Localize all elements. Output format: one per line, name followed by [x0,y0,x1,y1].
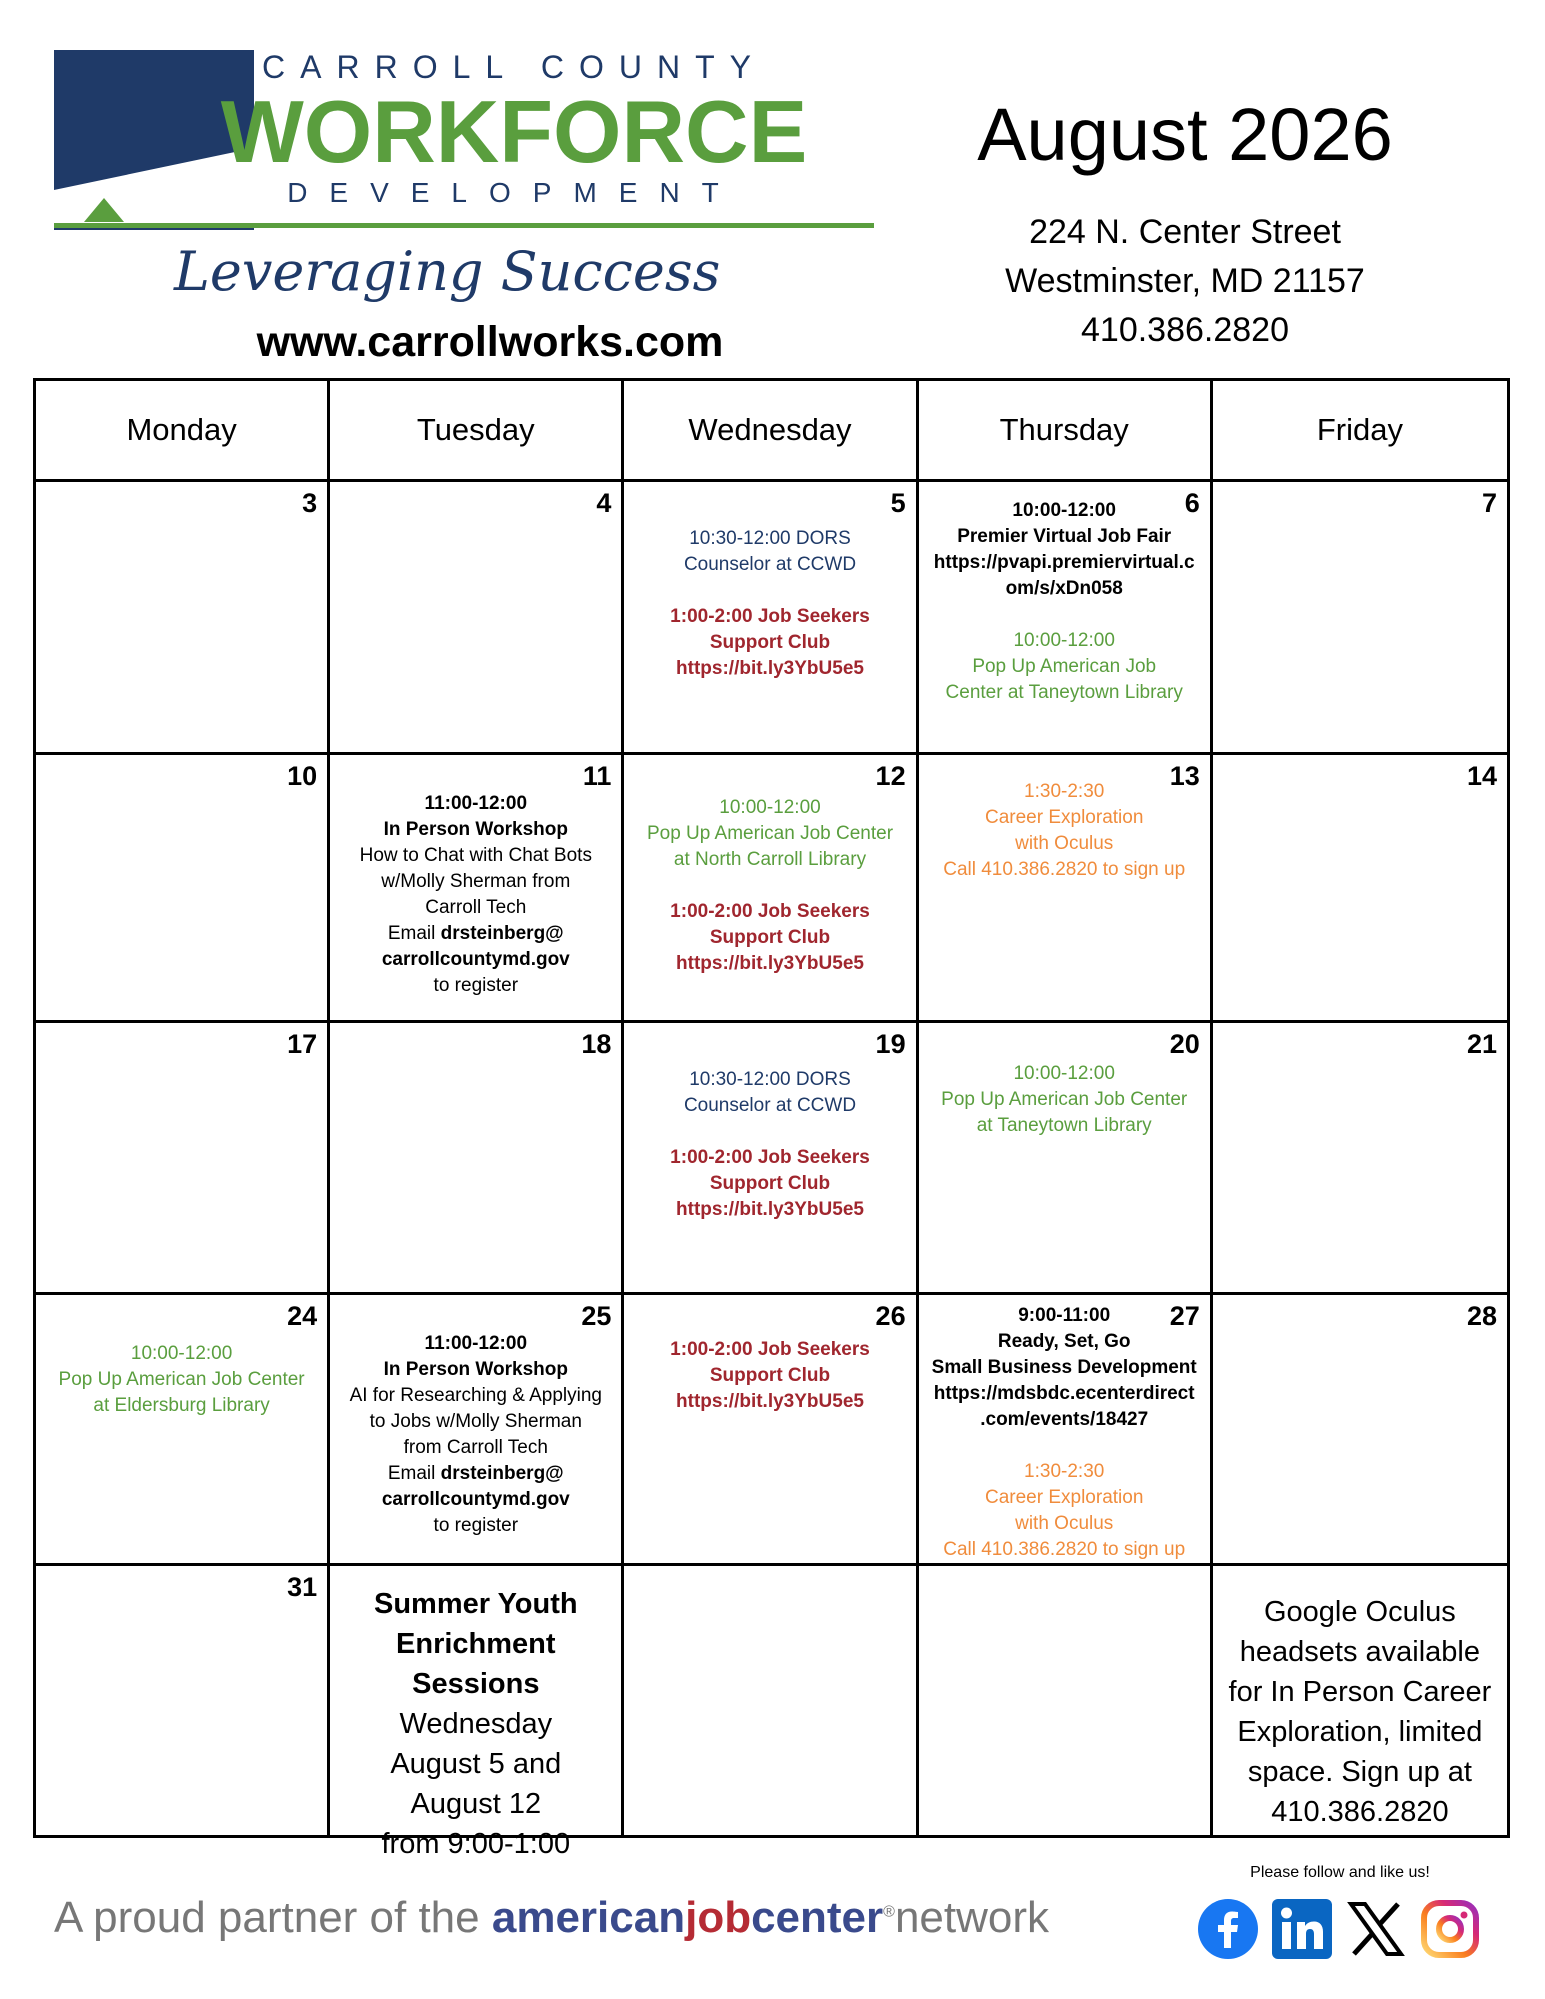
note-line: August 12 [410,1788,542,1820]
note-text [1213,1592,1507,1832]
event-text: Support Club [709,632,831,653]
event-link[interactable]: https://pvapi.premiervirtual.c [933,552,1195,573]
day-number: 20 [1169,1029,1200,1059]
event-text: 10:00-12:00 [130,1343,233,1364]
event-text: 10:00-12:00 [1012,500,1116,521]
event-list [624,795,915,977]
note-line: headsets available [1239,1636,1481,1668]
calendar-day-10 [36,755,330,1023]
logo-tagline: Leveraging Success [174,240,721,303]
event-text: Counselor at CCWD [683,1095,857,1116]
event-list [919,779,1210,883]
note-line: Wednesday [399,1708,553,1740]
email-link[interactable]: drsteinberg@ [440,1463,564,1484]
day-header-tuesday: Tuesday [330,381,624,482]
event-text: 1:30-2:30 [1024,1461,1105,1482]
event-text: to Jobs w/Molly Sherman [369,1411,582,1432]
calendar-day-11 [330,755,624,1023]
calendar-day-19 [624,1023,918,1295]
calendar-day-20 [919,1023,1213,1295]
event-text: 11:00-12:00 [424,1333,528,1354]
social-links [1195,1896,1495,1966]
event-text: w/Molly Sherman from [381,871,571,892]
day-number: 18 [581,1029,612,1059]
event-text: 10:00-12:00 [1013,1063,1115,1084]
address-block [960,208,1410,355]
email-link[interactable]: drsteinberg@ [440,923,564,944]
calendar-day-14 [1213,755,1507,1023]
event-text: at Taneytown Library [976,1115,1152,1136]
event-text: In Person Workshop [383,1359,568,1380]
note-line: Enrichment Sessions [396,1628,556,1700]
event-text: 10:30-12:00 DORS [689,1069,851,1090]
facebook-icon[interactable] [1195,1896,1261,1962]
day-number: 11 [582,761,612,791]
note-line: August 5 and [390,1748,562,1780]
calendar-day-12 [624,755,918,1023]
calendar-grid [33,378,1510,1860]
event-list [919,498,1210,706]
event-text: to register [433,975,519,996]
calendar-day-6 [919,482,1213,755]
day-number: 26 [875,1301,906,1331]
logo-line3: DEVELOPMENT [287,177,741,208]
page-title: August 2026 [977,93,1393,176]
linkedin-icon[interactable] [1269,1896,1335,1962]
event-text: Support Club [709,927,831,948]
event-link[interactable]: https://bit.ly3YbU5e5 [676,658,864,679]
event-text: In Person Workshop [383,819,568,840]
calendar-day-13 [919,755,1213,1023]
day-number: 24 [287,1301,318,1331]
event-text: at Eldersburg Library [93,1395,270,1416]
event-list [624,1337,915,1415]
instagram-icon[interactable] [1417,1896,1483,1962]
event-text: 1:00-2:00 Job Seekers [670,606,870,627]
event-text: Counselor at CCWD [683,554,857,575]
calendar-empty-cell [919,1566,1213,1838]
event-link[interactable]: https://bit.ly3YbU5e5 [676,1391,864,1412]
day-header-thursday: Thursday [919,381,1213,482]
day-header-monday: Monday [36,381,330,482]
day-number: 10 [287,761,318,791]
ajc-center: center [751,1893,884,1942]
event-text: How to Chat with Chat Bots [359,845,592,866]
event-list [330,1331,621,1539]
note-line: for In Person Career [1228,1676,1492,1708]
address-phone: 410.386.2820 [1081,311,1289,349]
event-text: at North Carroll Library [673,849,867,870]
event-text: Carroll Tech [425,897,527,918]
event-link[interactable]: .com/events/18427 [980,1409,1149,1430]
day-number: 7 [1481,488,1497,518]
event-text: Ready, Set, Go [997,1331,1131,1352]
website-url[interactable]: www.carrollworks.com [256,318,724,366]
event-text: Support Club [709,1365,831,1386]
event-text: 10:30-12:00 DORS [689,528,851,549]
calendar-day-7 [1213,482,1507,755]
calendar-day-4 [330,482,624,755]
note-line: from 9:00-1:00 [381,1828,571,1860]
day-header-friday: Friday [1213,381,1507,482]
event-text: 1:00-2:00 Job Seekers [670,901,870,922]
day-number: 19 [875,1029,906,1059]
calendar-day-3 [36,482,330,755]
event-text: 1:00-2:00 Job Seekers [670,1339,870,1360]
day-number: 13 [1169,761,1200,791]
event-link[interactable]: https://bit.ly3YbU5e5 [676,953,864,974]
event-link[interactable]: https://bit.ly3YbU5e5 [676,1199,864,1220]
day-number: 6 [1184,488,1200,518]
day-number: 14 [1466,761,1497,791]
day-number: 12 [875,761,906,791]
calendar-day-18 [330,1023,624,1295]
note-line: Google Oculus [1263,1596,1456,1628]
event-text: Email [387,1463,441,1484]
event-text: Center at Taneytown Library [945,682,1183,703]
summer-youth-note [330,1566,624,1860]
note-line: Summer Youth [374,1588,578,1620]
ajc-network: network [894,1893,1050,1942]
day-number: 27 [1169,1301,1200,1331]
event-list [624,1067,915,1223]
event-text: Pop Up American Job Center [58,1369,305,1390]
calendar-day-5 [624,482,918,755]
day-number: 31 [287,1572,318,1602]
event-text: Call 410.386.2820 to sign up [943,859,1186,880]
event-text: 10:00-12:00 [719,797,821,818]
address-city: Westminster, MD 21157 [1005,262,1365,300]
email-link[interactable]: carrollcountymd.gov [381,949,570,970]
calendar-day-24 [36,1295,330,1566]
note-line: space. Sign up at [1247,1756,1472,1788]
day-number: 25 [581,1301,612,1331]
day-number: 21 [1466,1029,1497,1059]
calendar-day-25 [330,1295,624,1566]
calendar-day-31 [36,1566,330,1838]
x-icon[interactable] [1343,1896,1409,1962]
event-text: 11:00-12:00 [424,793,528,814]
event-text: Support Club [709,1173,831,1194]
event-text: 1:00-2:00 Job Seekers [670,1147,870,1168]
logo-line1: CARROLL COUNTY [262,49,766,85]
day-number: 28 [1466,1301,1497,1331]
event-text: with Oculus [1015,833,1114,854]
partner-prefix: A proud partner of the [54,1893,492,1942]
calendar-day-27 [919,1295,1213,1566]
day-header-wednesday: Wednesday [624,381,918,482]
event-text: Pop Up American Job Center [646,823,894,844]
logo [54,50,884,340]
day-number: 3 [302,488,318,518]
calendar-empty-cell [624,1566,918,1838]
event-link[interactable]: om/s/xDn058 [1005,578,1123,599]
note-line: Exploration, limited [1237,1716,1483,1748]
event-text: 9:00-11:00 [1018,1305,1111,1326]
event-text: Premier Virtual Job Fair [957,526,1172,547]
event-list [36,1341,327,1419]
event-list [919,1061,1210,1139]
event-text: to register [433,1515,519,1536]
event-link[interactable]: https://mdsbdc.ecenterdirect [933,1383,1195,1404]
logo-line2: WORKFORCE [220,82,808,181]
event-text: from Carroll Tech [403,1437,548,1458]
event-list [624,526,915,682]
day-number: 5 [890,488,906,518]
event-text: AI for Researching & Applying [349,1385,602,1406]
event-text: Call 410.386.2820 to sign up [943,1539,1186,1560]
event-text: 1:30-2:30 [1024,781,1105,802]
event-text: Pop Up American Job Center [941,1089,1188,1110]
ajc-american: american [491,1893,686,1942]
event-text: 10:00-12:00 [1013,630,1115,651]
event-list [919,1303,1210,1563]
calendar-day-21 [1213,1023,1507,1295]
note-line: 410.386.2820 [1271,1796,1449,1828]
follow-text: Please follow and like us! [1250,1864,1430,1881]
ajc-registered: ® [883,1903,895,1921]
event-text: Career Exploration [984,1487,1144,1508]
day-number: 4 [596,488,612,518]
event-list [330,791,621,999]
calendar-day-17 [36,1023,330,1295]
note-text [330,1584,621,1864]
address-street: 224 N. Center Street [1029,213,1341,251]
calendar-day-28 [1213,1295,1507,1566]
email-link[interactable]: carrollcountymd.gov [381,1489,570,1510]
event-text: with Oculus [1015,1513,1114,1534]
ajc-job: job [685,1893,752,1942]
event-text: Pop Up American Job [972,656,1157,677]
event-text: Career Exploration [984,807,1144,828]
event-text: Email [387,923,441,944]
oculus-note [1213,1566,1507,1838]
partner-banner [54,1893,1049,1943]
calendar-day-26 [624,1295,918,1566]
event-text: Small Business Development [931,1357,1197,1378]
day-number: 17 [287,1029,318,1059]
